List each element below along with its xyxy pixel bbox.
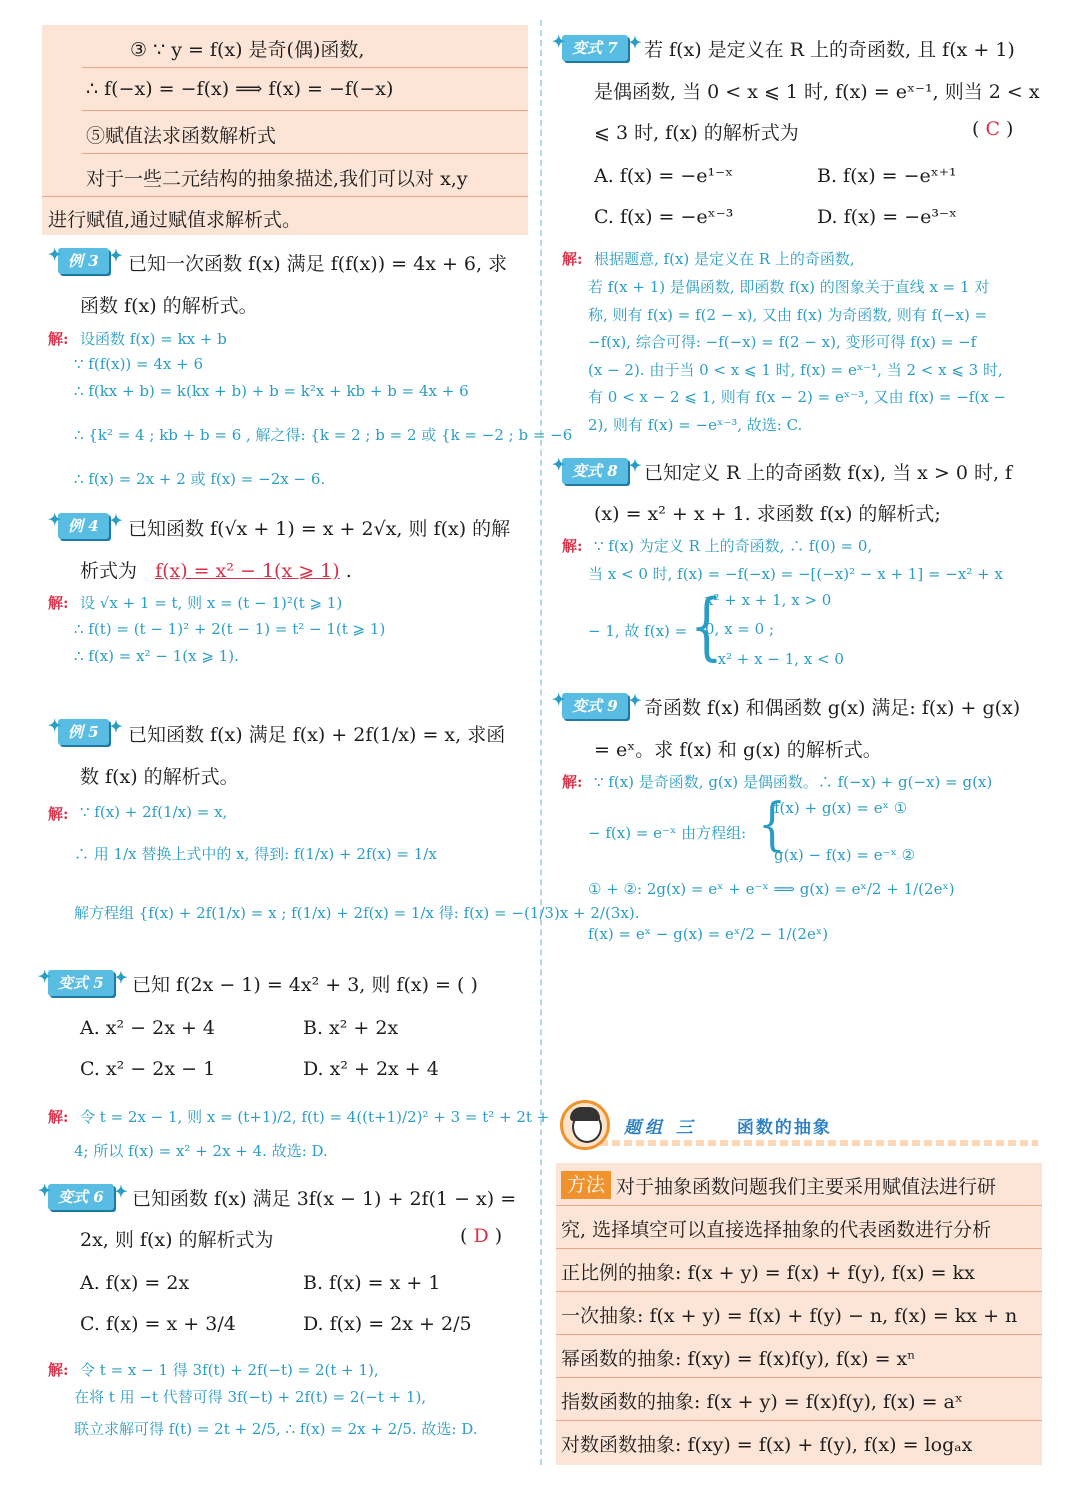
variant-7-question-line-1: 若 f(x) 是定义在 R 上的奇函数, 且 f(x + 1) (644, 39, 1015, 61)
method-rule (556, 1334, 1042, 1335)
variant-8-question-line-1: 已知定义 R 上的奇函数 f(x), 当 x > 0 时, f (644, 462, 1013, 484)
variant-7-answer-brackets: ( C ) (972, 118, 1014, 140)
example-4-solution-3: ∴ f(x) = x² − 1(x ⩾ 1). (74, 647, 239, 665)
variant-6-option-c: C. f(x) = x + 3/4 (80, 1313, 236, 1335)
variant-7-solution-2: 若 f(x + 1) 是偶函数, 即函数 f(x) 的图象关于直线 x = 1 对 (588, 278, 990, 296)
variant-6-answer: D (473, 1225, 489, 1247)
example-3-solution-3: ∴ f(kx + b) = k(kx + b) + b = k²x + kb + b = 4x + 6 (74, 382, 469, 400)
variant-6-solution-label (48, 1359, 69, 1380)
method-rule (556, 1377, 1042, 1378)
variant-6-tag: ✦ 变式 6 ✦ (48, 1184, 114, 1210)
variant-7-solution-6: 有 0 < x − 2 ⩽ 1, 则有 f(x − 2) = eˣ⁻³, 又由 f(x) = −f(x − (588, 388, 1007, 406)
variant-7-option-d: D. f(x) = −e³⁻ˣ (817, 206, 958, 228)
example-3-solution-5: ∴ f(x) = 2x + 2 或 f(x) = −2x − 6. (74, 470, 326, 488)
example-5-question-line-2: 数 f(x) 的解析式。 (80, 766, 239, 788)
variant-8-solution-1: ∵ f(x) 为定义 R 上的奇函数, ∴ f(0) = 0, (594, 537, 873, 555)
solution-label: 解: (562, 250, 583, 268)
example-4-suffix: . (345, 560, 352, 582)
variant-9-solution-label (562, 771, 583, 792)
variant-6-option-a: A. f(x) = 2x (80, 1272, 190, 1294)
example-3-tag: ✦ 例 3 ✦ (58, 248, 109, 274)
example-4-question-line-1: 已知函数 f(√x + 1) = x + 2√x, 则 f(x) 的解 (128, 518, 511, 540)
variant-7-solution-7: 2), 则有 f(x) = −eˣ⁻³, 故选: C. (588, 416, 803, 434)
variant-9-system-label: − f(x) = e⁻ˣ 由方程组: (588, 824, 747, 842)
summary-line-4: 对于一些二元结构的抽象描述,我们可以对 x,y (86, 168, 468, 190)
example-5-solution-1: ∵ f(x) + 2f(1/x) = x, (80, 803, 228, 821)
example-4-solution-label (48, 592, 69, 613)
variant-7-answer: C (985, 118, 1000, 140)
variant-9-question-line-1: 奇函数 f(x) 和偶函数 g(x) 满足: f(x) + g(x) (644, 697, 1021, 719)
solution-label: 解: (48, 1361, 69, 1379)
variant-7-solution-4: −f(x), 综合可得: −f(−x) = f(2 − x), 变形可得 f(x) = −f (588, 333, 977, 351)
solution-label: 解: (48, 805, 69, 823)
solution-label: 解: (48, 1108, 69, 1126)
variant-7-option-c: C. f(x) = −eˣ⁻³ (594, 206, 734, 228)
example-4-solution-1: 设 √x + 1 = t, 则 x = (t − 1)²(t ⩾ 1) (80, 594, 343, 612)
summary-line-2: ∴ f(−x) = −f(x) ⟹ f(x) = −f(−x) (86, 78, 394, 100)
variant-8-piecewise-2: 0, x = 0 ; (705, 620, 775, 638)
summary-rule (82, 110, 528, 111)
variant-5-option-a: A. x² − 2x + 4 (80, 1017, 216, 1039)
summary-line-3: ⑤赋值法求函数解析式 (86, 125, 277, 147)
variant-9-system-brace: { (758, 791, 786, 858)
variant-5-question: 已知 f(2x − 1) = 4x² + 3, 则 f(x) = ( ) (132, 974, 478, 996)
example-3-solution-1: 设函数 f(x) = kx + b (80, 330, 227, 348)
variant-7-question-line-3: ⩽ 3 时, f(x) 的解析式为 (594, 122, 799, 144)
summary-box (42, 25, 528, 235)
topic-name: 函数的抽象 (736, 1117, 832, 1138)
variant-6-solution-1: 令 t = x − 1 得 3f(t) + 2f(−t) = 2(t + 1), (80, 1361, 379, 1379)
variant-7-question-line-2: 是偶函数, 当 0 < x ⩽ 1 时, f(x) = eˣ⁻¹, 则当 2 < x (594, 81, 1040, 103)
variant-9-solution-2: ① + ②: 2g(x) = eˣ + e⁻ˣ ⟹ g(x) = eˣ/2 + 1/(2eˣ) (588, 880, 955, 898)
variant-6-answer-brackets: ( D ) (460, 1225, 503, 1247)
example-3-question-line-1: 已知一次函数 f(x) 满足 f(f(x)) = 4x + 6, 求 (128, 253, 508, 275)
example-4-answer: f(x) = x² − 1(x ⩾ 1) (155, 560, 340, 582)
example-3-solution-2: ∵ f(f(x)) = 4x + 6 (74, 355, 204, 373)
example-4-solution-2: ∴ f(t) = (t − 1)² + 2(t − 1) = t² − 1(t ⩾ 1) (74, 620, 386, 638)
summary-line-1: ③ ∵ y = f(x) 是奇(偶)函数, (130, 39, 365, 61)
variant-9-system-2: g(x) − f(x) = e⁻ˣ ② (774, 846, 916, 864)
solution-label: 解: (48, 330, 69, 348)
method-line-3: 正比例的抽象: f(x + y) = f(x) + f(y), f(x) = kx (561, 1262, 975, 1284)
variant-9-solution-3: f(x) = eˣ − g(x) = eˣ/2 − 1/(2eˣ) (588, 925, 829, 943)
variant-7-solution-3: 称, 则有 f(x) = f(2 − x), 又由 f(x) 为奇函数, 则有 f(−x) = (588, 306, 988, 324)
student-avatar-icon (560, 1100, 610, 1150)
variant-8-tag: ✦ 变式 8 ✦ (562, 458, 628, 484)
variant-5-tag: ✦ 变式 5 ✦ (48, 970, 114, 996)
example-5-tag: ✦ 例 5 ✦ (58, 719, 109, 745)
method-line-4: 一次抽象: f(x + y) = f(x) + f(y) − n, f(x) = kx + n (561, 1305, 1018, 1327)
variant-9-tag: ✦ 变式 9 ✦ (562, 693, 628, 719)
method-box (556, 1163, 1042, 1465)
topic-header (560, 1100, 832, 1150)
variant-6-question-line-2: 2x, 则 f(x) 的解析式为 (80, 1229, 274, 1251)
variant-8-solution-2: 当 x < 0 时, f(x) = −f(−x) = −[(−x)² − x + 1] = −x² + x (588, 565, 1003, 583)
variant-9-solution-1: ∵ f(x) 是奇函数, g(x) 是偶函数。∴ f(−x) + g(−x) = g(x) (594, 773, 993, 791)
variant-8-piecewise-1: x² + x + 1, x > 0 (705, 591, 832, 609)
example-4-question-line-2 (80, 556, 352, 583)
variant-5-solution-2: 4; 所以 f(x) = x² + 2x + 4. 故选: D. (74, 1142, 328, 1160)
summary-rule (82, 153, 528, 154)
method-tag: 方法 (561, 1171, 611, 1199)
variant-7-option-b: B. f(x) = −eˣ⁺¹ (817, 165, 957, 187)
method-line-6: 指数函数的抽象: f(x + y) = f(x)f(y), f(x) = aˣ (561, 1391, 963, 1413)
summary-rule (42, 196, 528, 197)
example-4-tag: ✦ 例 4 ✦ (58, 513, 109, 539)
method-line-2: 究, 选择填空可以直接选择抽象的代表函数进行分析 (561, 1219, 992, 1241)
example-3-question-line-2: 函数 f(x) 的解析式。 (80, 295, 258, 317)
example-4-prefix: 析式为 (80, 560, 138, 582)
variant-5-option-d: D. x² + 2x + 4 (303, 1058, 439, 1080)
variant-8-piecewise-label: − 1, 故 f(x) = (588, 622, 688, 640)
variant-7-solution-1: 根据题意, f(x) 是定义在 R 上的奇函数, (594, 250, 855, 268)
example-5-question-line-1: 已知函数 f(x) 满足 f(x) + 2f(1/x) = x, 求函 (128, 724, 506, 746)
avatar-hair (570, 1107, 600, 1121)
method-rule (556, 1291, 1042, 1292)
example-3-solution-label (48, 328, 69, 349)
variant-5-solution-1: 令 t = 2x − 1, 则 x = (t+1)/2, f(t) = 4((t+1)/2)² + 3 = t² + 2t + (80, 1108, 550, 1126)
variant-8-piecewise-brace: { (690, 585, 724, 670)
variant-6-option-d: D. f(x) = 2x + 2/5 (303, 1313, 472, 1335)
method-rule (556, 1248, 1042, 1249)
summary-rule (82, 67, 528, 68)
variant-8-solution-label (562, 535, 583, 556)
example-5-solution-2: ∴ 用 1/x 替换上式中的 x, 得到: f(1/x) + 2f(x) = 1/x (74, 845, 437, 863)
solution-label: 解: (562, 537, 583, 555)
solution-label: 解: (48, 594, 69, 612)
topic-index: 题组 三 (624, 1117, 697, 1138)
method-line-7: 对数函数抽象: f(xy) = f(x) + f(y), f(x) = logₐx (561, 1434, 973, 1456)
variant-6-question-line-1: 已知函数 f(x) 满足 3f(x − 1) + 2f(1 − x) = (132, 1188, 517, 1210)
variant-7-option-a: A. f(x) = −e¹⁻ˣ (594, 165, 734, 187)
variant-6-solution-3: 联立求解可得 f(t) = 2t + 2/5, ∴ f(x) = 2x + 2/5. 故选: D. (74, 1420, 478, 1438)
method-rule (556, 1205, 1042, 1206)
summary-line-5: 进行赋值,通过赋值求解析式。 (48, 209, 302, 231)
variant-5-option-b: B. x² + 2x (303, 1017, 399, 1039)
variant-5-solution-label (48, 1106, 69, 1127)
variant-7-solution-5: (x − 2). 由于当 0 < x ⩽ 1 时, f(x) = eˣ⁻¹, 当 2 < x ⩽ 3 时, (588, 361, 1003, 379)
example-3-solution-4: ∴ {k² = 4 ; kb + b = 6 , 解之得: {k = 2 ; b = 2 或 {k = −2 ; b = −6 (74, 426, 573, 444)
variant-8-piecewise-3: −x² + x − 1, x < 0 (705, 650, 844, 668)
variant-9-question-line-2: = eˣ。求 f(x) 和 g(x) 的解析式。 (594, 739, 882, 761)
method-line-5: 幂函数的抽象: f(xy) = f(x)f(y), f(x) = xⁿ (561, 1348, 916, 1370)
variant-9-system-1: f(x) + g(x) = eˣ ① (774, 799, 908, 817)
variant-5-option-c: C. x² − 2x − 1 (80, 1058, 216, 1080)
variant-6-option-b: B. f(x) = x + 1 (303, 1272, 441, 1294)
variant-6-solution-2: 在将 t 用 −t 代替可得 3f(−t) + 2f(t) = 2(−t + 1), (74, 1388, 427, 1406)
method-rule (556, 1420, 1042, 1421)
variant-8-question-line-2: (x) = x² + x + 1. 求函数 f(x) 的解析式; (594, 503, 941, 525)
method-line-1: 对于抽象函数问题我们主要采用赋值法进行研 (616, 1176, 997, 1198)
solution-label: 解: (562, 773, 583, 791)
column-divider (540, 20, 542, 1465)
variant-7-solution-label (562, 248, 583, 269)
variant-7-tag: ✦ 变式 7 ✦ (562, 35, 628, 61)
example-5-solution-3: 解方程组 {f(x) + 2f(1/x) = x ; f(1/x) + 2f(x) = 1/x 得: f(x) = −(1/3)x + 2/(3x). (74, 904, 640, 922)
example-5-solution-label (48, 803, 69, 824)
